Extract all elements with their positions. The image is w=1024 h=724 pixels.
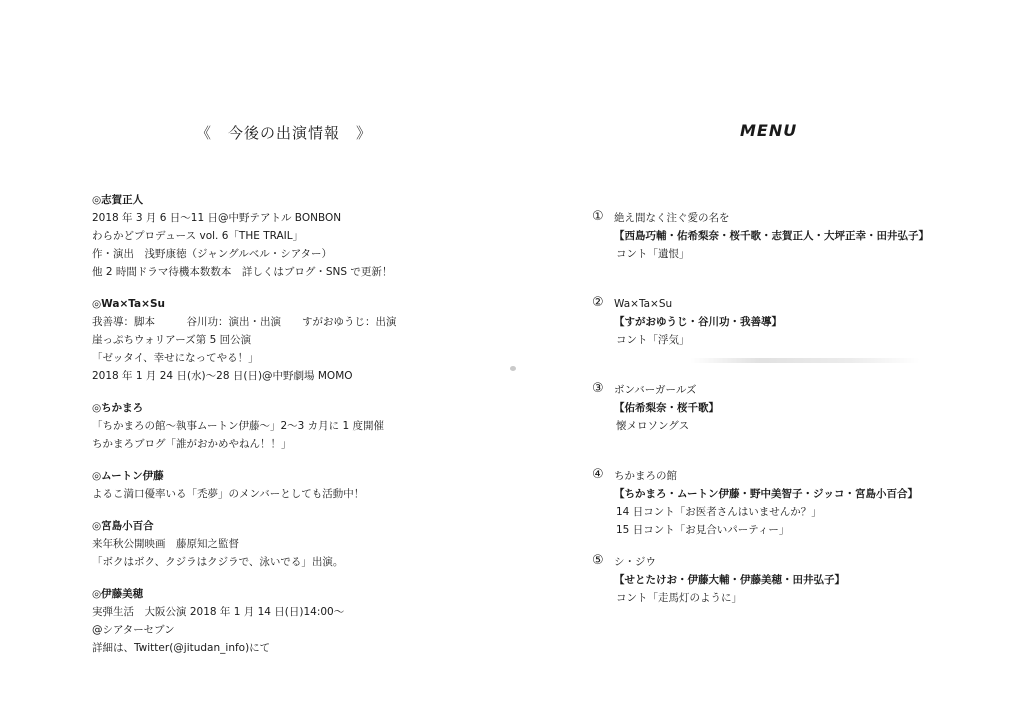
menu-item-number: ③	[592, 381, 604, 396]
menu-item-cast: 【せとたけお・伊藤大輔・伊藤美穂・田井弘子】	[614, 574, 845, 586]
menu-item-detail: コント「遺恨」	[616, 248, 690, 260]
performer-info-line: 「ちかまろの館〜執事ムートン伊藤〜」2〜3 カ月に 1 度開催	[92, 420, 385, 432]
menu-item	[592, 468, 972, 554]
performer-entry	[92, 468, 452, 503]
menu-item-title: 絶え間なく注ぐ愛の名を	[614, 212, 730, 224]
performer-info-line: 詳細は、Twitter(@jitudan_info)にて	[92, 642, 271, 654]
performer-entry	[92, 518, 452, 571]
performer-info-line: 作・演出 浅野康徳（ジャングルベル・シアター）	[92, 248, 333, 260]
performer-info-line: 「ゼッタイ、幸せになってやる！」	[92, 352, 259, 364]
upcoming-performances-title: 《 今後の出演情報 》	[196, 124, 373, 142]
menu-item-number: ④	[592, 467, 604, 482]
performer-info-line: 実弾生活 大阪公演 2018 年 1 月 14 日(日)14:00〜	[92, 606, 345, 618]
performer-info-line: 「ボクはボク、クジラはクジラで、泳いでる」出演。	[92, 556, 344, 568]
menu-item-detail: 14 日コント「お医者さんはいませんか？」	[616, 506, 822, 518]
menu-item	[592, 296, 972, 382]
menu-item-detail: コント「浮気」	[616, 334, 690, 346]
performer-entry	[92, 192, 452, 281]
menu-item-title: ちかまろの館	[614, 470, 677, 482]
performer-info-line: 2018 年 3 月 6 日〜11 日@中野テアトル BONBON	[92, 212, 342, 224]
performer-info-line: ちかまろブログ「誰がおかめやねん！！」	[92, 438, 292, 450]
menu-item-detail: 15 日コント「お見合いパーティー」	[616, 524, 790, 536]
performer-info-line: わらかどプロデュース vol. 6「THE TRAIL」	[92, 230, 304, 242]
menu-item-title: ボンバーガールズ	[614, 384, 697, 396]
menu-list	[592, 210, 972, 640]
menu-item-cast: 【西島巧輔・佑希梨奈・桜千歌・志賀正人・大坪正幸・田井弘子】	[614, 230, 929, 242]
performer-info-line: 崖っぷちウォリアーズ第 5 回公演	[92, 334, 252, 346]
menu-item-number: ②	[592, 295, 604, 310]
menu-item-cast: 【すがおゆうじ・谷川功・我善導】	[614, 316, 782, 328]
menu-item-cast: 【ちかまろ・ムートン伊藤・野中美智子・ジッコ・宮島小百合】	[614, 488, 918, 500]
menu-item-title: Wa×Ta×Su	[614, 298, 673, 310]
performer-name: ◎Wa×Ta×Su	[92, 298, 165, 310]
performer-name: ◎ムートン伊藤	[92, 470, 164, 482]
menu-item-title: シ・ジウ	[614, 556, 656, 568]
menu-item	[592, 382, 972, 468]
performer-entry	[92, 400, 452, 453]
menu-item-number: ⑤	[592, 553, 604, 568]
menu-title: MENU	[740, 121, 798, 140]
performer-info-list	[92, 192, 452, 672]
performer-name: ◎宮島小百合	[92, 520, 154, 532]
performer-entry	[92, 296, 452, 385]
menu-item	[592, 210, 972, 296]
performer-info-line: @シアターセブン	[92, 624, 175, 636]
performer-name: ◎伊藤美穂	[92, 588, 144, 600]
menu-item-detail: 懐メロソングス	[616, 420, 690, 432]
menu-item	[592, 554, 972, 640]
performer-name: ◎志賀正人	[92, 194, 144, 206]
performer-info-line: よるこ満口優率いる「禿夢」のメンバーとしても活動中！	[92, 488, 365, 500]
scan-speck	[510, 366, 516, 371]
menu-item-cast: 【佑希梨奈・桜千歌】	[614, 402, 719, 414]
performer-info-line: 2018 年 1 月 24 日(水)〜28 日(日)@中野劇場 MOMO	[92, 370, 353, 382]
performer-info-line: 来年秋公開映画 藤原知之監督	[92, 538, 239, 550]
performer-info-line: 他 2 時間ドラマ待機本数数本 詳しくはブログ・SNS で更新！	[92, 266, 393, 278]
menu-item-number: ①	[592, 209, 604, 224]
performer-name: ◎ちかまろ	[92, 402, 144, 414]
menu-item-detail: コント「走馬灯のように」	[616, 592, 742, 604]
performer-info-line: 我善導：脚本 谷川功：演出・出演 すがおゆうじ：出演	[92, 316, 397, 328]
performer-entry	[92, 586, 452, 657]
